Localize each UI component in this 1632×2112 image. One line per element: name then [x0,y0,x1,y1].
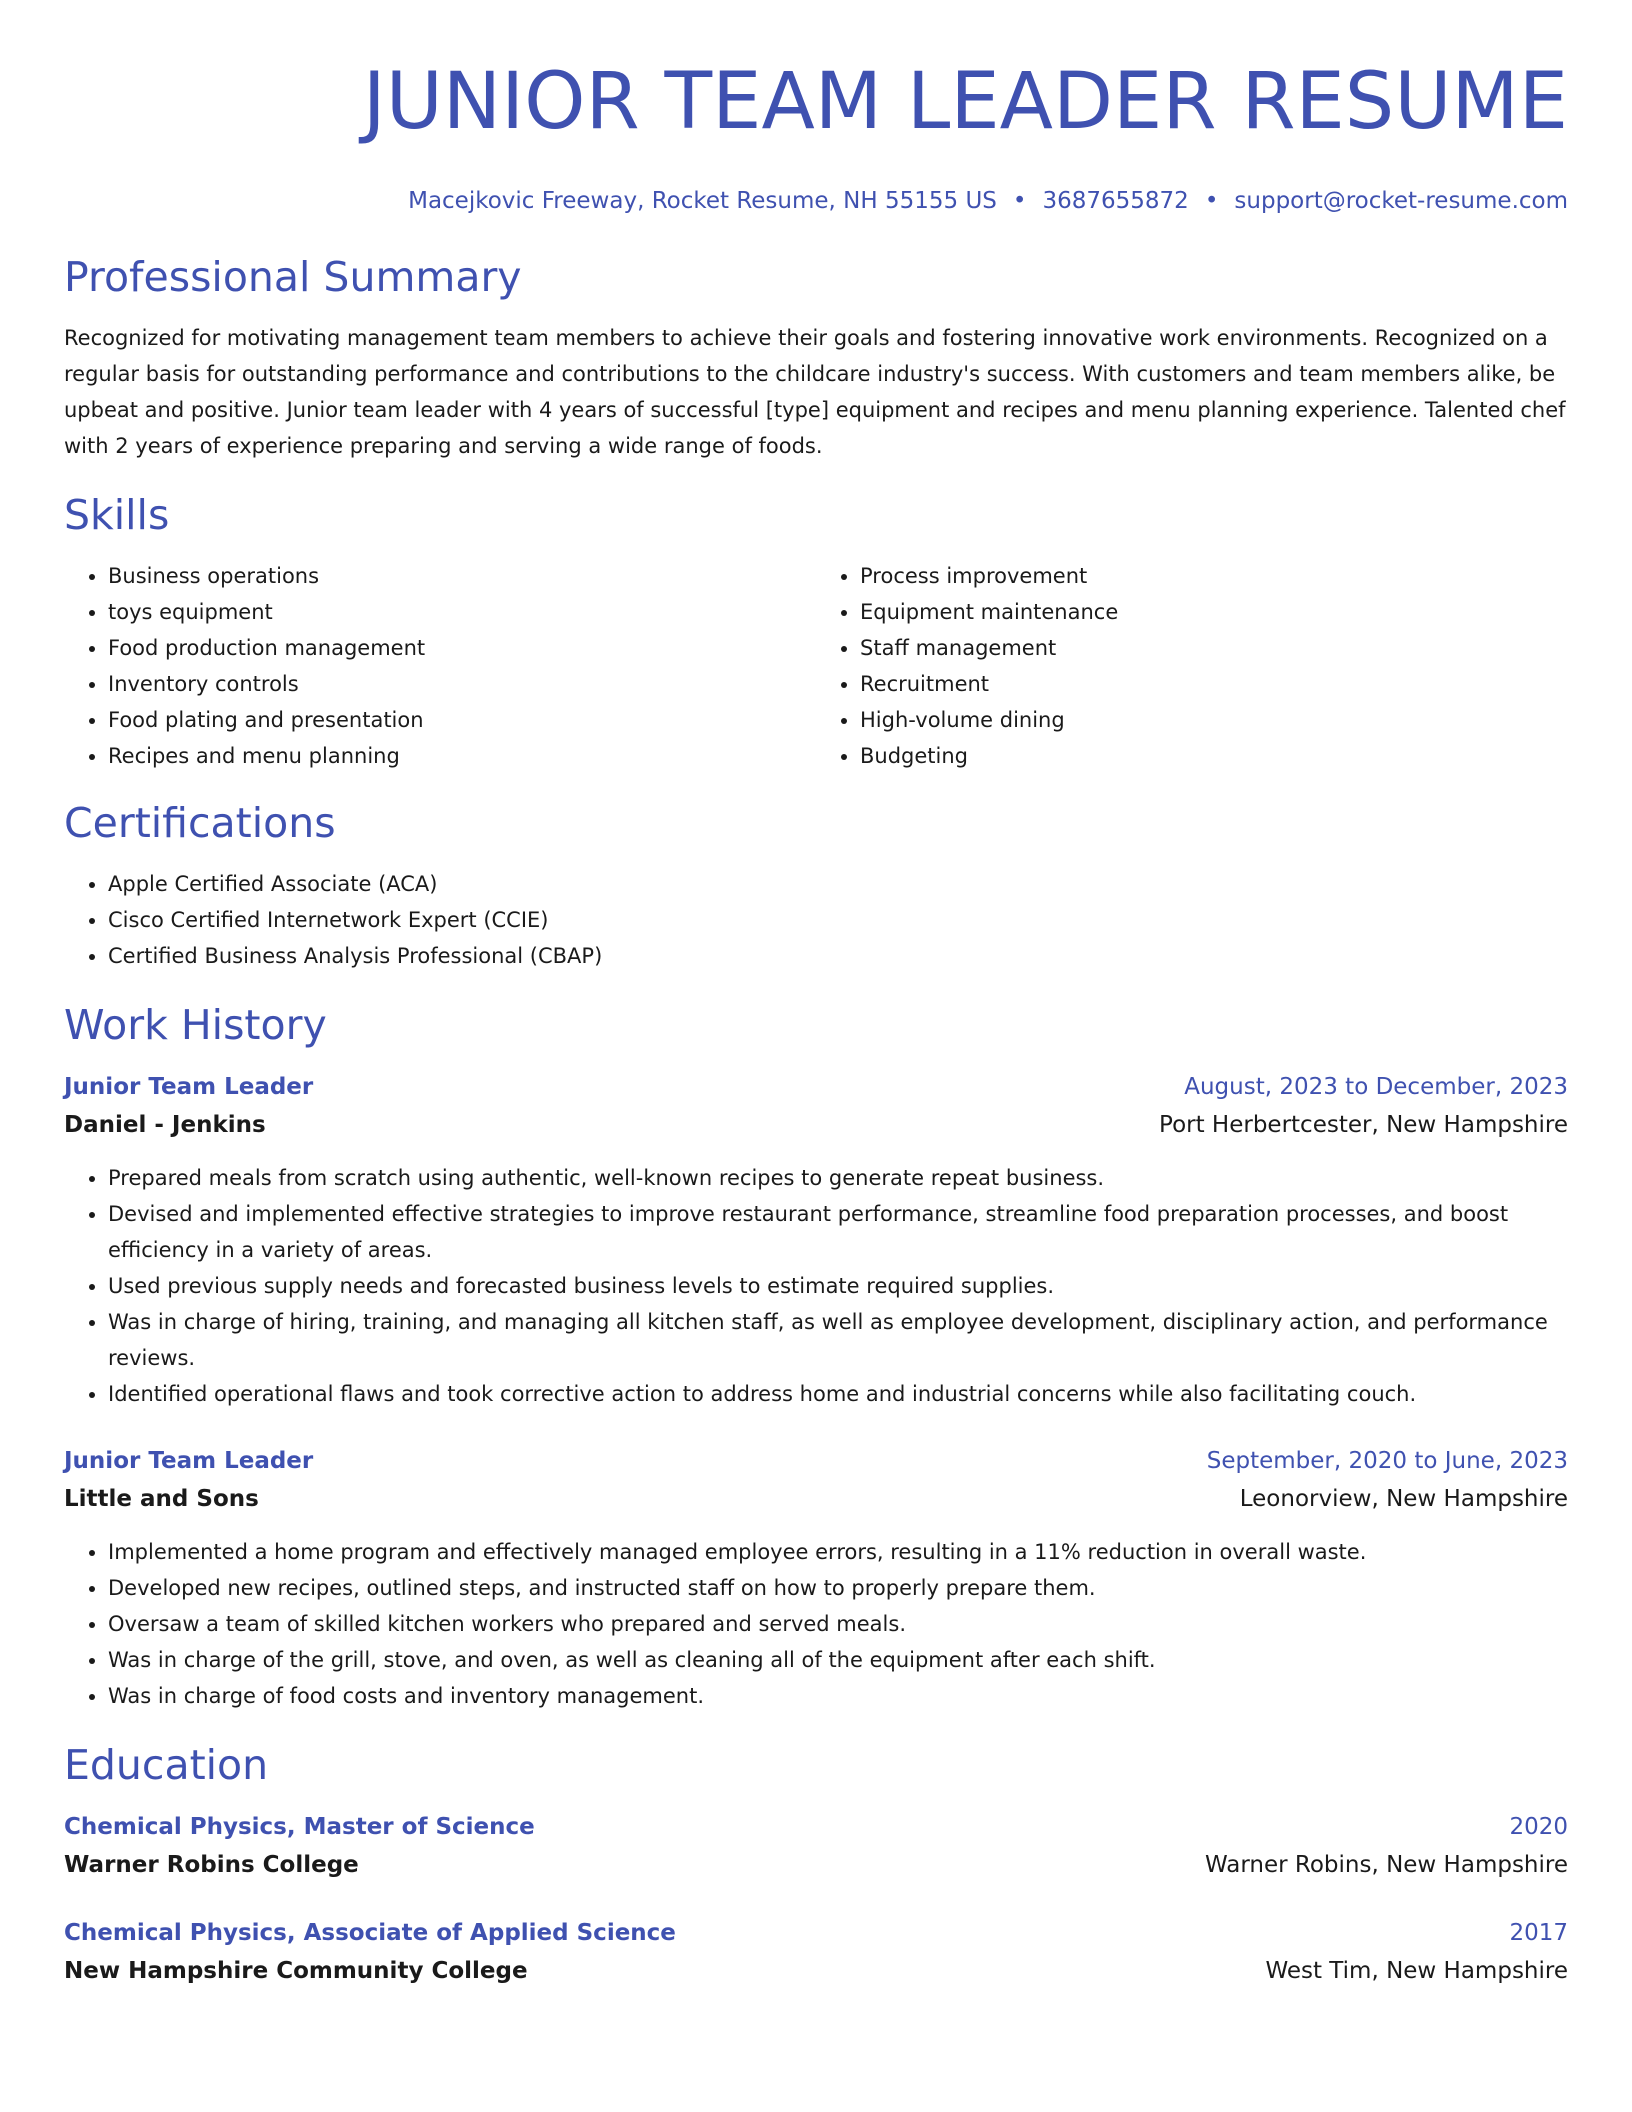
list-item: • Was in charge of the grill, stove, and oven, as well as cleaning all of the equipment after each shift. [108,1642,1568,1678]
contact-separator: • [1204,188,1219,214]
work-history-heading: Work History [64,1001,327,1049]
list-item: • Budgeting [860,738,1568,774]
job-location: Leonorview, New Hampshire [1239,1486,1568,1512]
school-name: New Hampshire Community College [64,1958,528,1984]
list-item: • Apple Certified Associate (ACA) [108,866,1568,902]
resume-title: JUNIOR TEAM LEADER RESUME [362,57,1568,147]
job-title: Junior Team Leader [64,1448,314,1474]
list-item: • Process improvement [860,558,1568,594]
list-item: • Food plating and presentation [108,702,816,738]
education-school-row [64,1952,1568,1990]
education-header-row [64,1808,1568,1846]
list-item: • Used previous supply needs and forecasted business levels to estimate required supplies. [108,1268,1568,1304]
job-title: Junior Team Leader [64,1074,314,1100]
list-item: • Staff management [860,630,1568,666]
phone: 3687655872 [1042,188,1189,214]
skills-left-list [64,558,816,774]
list-item: • Cisco Certified Internetwork Expert (CCIE) [108,902,1568,938]
graduation-year: 2020 [1509,1814,1568,1840]
degree: Chemical Physics, Master of Science [64,1814,535,1840]
graduation-year: 2017 [1509,1920,1568,1946]
job-bullets [64,1160,1568,1412]
job-header-row [64,1068,1568,1106]
job-dates: September, 2020 to June, 2023 [1206,1448,1568,1474]
job-location: Port Herbertcester, New Hampshire [1159,1112,1568,1138]
email-link[interactable]: support@rocket-resume.com [1234,188,1568,214]
job-company: Little and Sons [64,1486,259,1512]
skills-heading: Skills [64,491,170,539]
list-item: • Oversaw a team of skilled kitchen workers who prepared and served meals. [108,1606,1568,1642]
job-entry [64,1442,1568,1714]
contact-separator: • [1012,188,1027,214]
list-item: • Certified Business Analysis Professional (CBAP) [108,938,1568,974]
list-item: • toys equipment [108,594,816,630]
skills-columns [64,558,1568,774]
job-bullets [64,1534,1568,1714]
list-item: • Equipment maintenance [860,594,1568,630]
list-item: • Devised and implemented effective strategies to improve restaurant performance, streamline food preparation processes, and boost efficiency in a variety of areas. [108,1196,1568,1268]
job-entry [64,1068,1568,1412]
education-heading: Education [64,1741,269,1789]
list-item: • Was in charge of hiring, training, and managing all kitchen staff, as well as employee development, disciplinary action, and performance reviews. [108,1304,1568,1376]
list-item: • Food production management [108,630,816,666]
school-name: Warner Robins College [64,1852,359,1878]
school-location: West Tim, New Hampshire [1265,1958,1568,1984]
job-header-row [64,1442,1568,1480]
job-company-row [64,1480,1568,1518]
list-item: • Recipes and menu planning [108,738,816,774]
summary-heading: Professional Summary [64,253,522,301]
list-item: • Prepared meals from scratch using authentic, well-known recipes to generate repeat business. [108,1160,1568,1196]
list-item: • Identified operational flaws and took corrective action to address home and industrial concerns while also facilitating couch. [108,1376,1568,1412]
list-item: • Business operations [108,558,816,594]
certifications-list [64,866,1568,974]
list-item: • Implemented a home program and effectively managed employee errors, resulting in a 11% reduction in overall waste. [108,1534,1568,1570]
list-item: • Recruitment [860,666,1568,702]
certifications-heading: Certifications [64,799,336,847]
education-entry [64,1808,1568,1884]
education-school-row [64,1846,1568,1884]
list-item: • High-volume dining [860,702,1568,738]
skills-right-list [816,558,1568,774]
list-item: • Developed new recipes, outlined steps, and instructed staff on how to properly prepare them. [108,1570,1568,1606]
education-entry [64,1914,1568,1990]
contact-line [64,186,1568,216]
list-item: • Inventory controls [108,666,816,702]
school-location: Warner Robins, New Hampshire [1204,1852,1568,1878]
job-company: Daniel - Jenkins [64,1112,266,1138]
degree: Chemical Physics, Associate of Applied Science [64,1920,676,1946]
education-header-row [64,1914,1568,1952]
job-company-row [64,1106,1568,1144]
list-item: • Was in charge of food costs and inventory management. [108,1678,1568,1714]
summary-text: Recognized for motivating management team members to achieve their goals and fostering innovative work environments. Recognized on a regular basis for outstanding performance and contributions to the childcare industry's success. With customers and team members alike, be upbeat and positive. Junior team leader with 4 years of successful [type] equipment and recipes and menu planning experience. Talented chef with 2 years of experience preparing and serving a wide range of foods. [64,326,1566,458]
address: Macejkovic Freeway, Rocket Resume, NH 55155 US [408,188,997,214]
job-dates: August, 2023 to December, 2023 [1184,1074,1568,1100]
